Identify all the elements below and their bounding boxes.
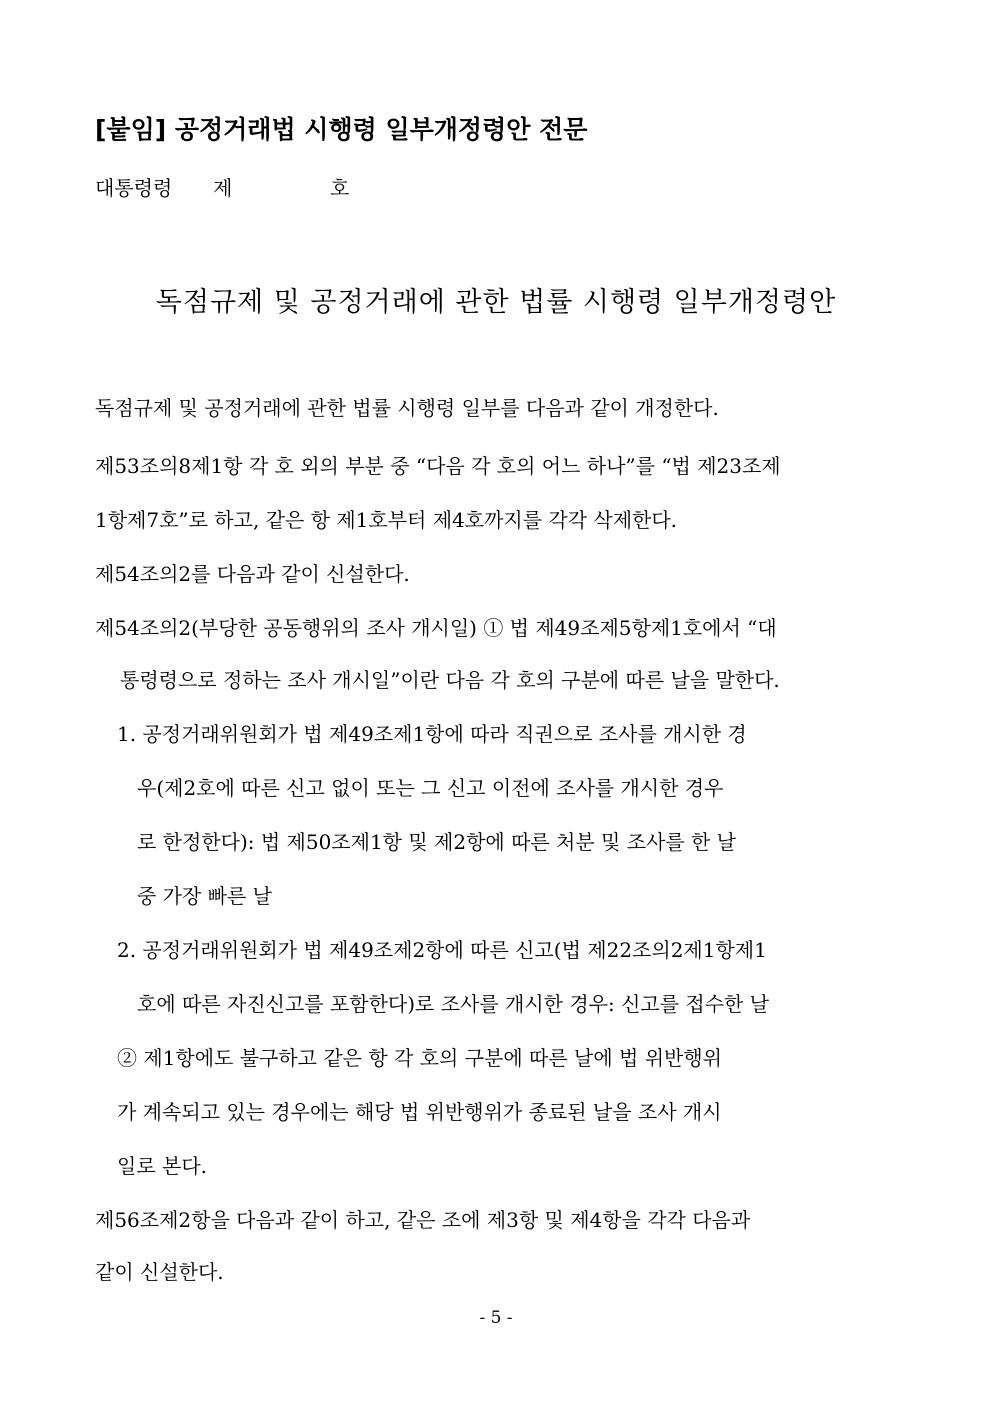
- text-line: 통령령으로 정하는 조사 개시일”이란 다음 각 호의 구분에 따른 날을 말한다.: [120, 668, 780, 692]
- text-line: 중 가장 빠른 날: [137, 884, 272, 908]
- text-line: 같이 신설한다.: [95, 1260, 224, 1284]
- text-line: 가 계속되고 있는 경우에는 해당 법 위반행위가 종료된 날을 조사 개시: [117, 1100, 722, 1124]
- text-line: 제53조의8제1항 각 호 외의 부분 중 “다음 각 호의 어느 하나”를 “법 제23조제: [95, 454, 781, 478]
- document-title: 독점규제 및 공정거래에 관한 법률 시행령 일부개정령안: [155, 287, 837, 318]
- decree-number-line: [95, 172, 349, 201]
- text-line: 우(제2호에 따른 신고 없이 또는 그 신고 이전에 조사를 개시한 경우: [137, 776, 724, 800]
- page-number: - 5 -: [479, 1308, 513, 1328]
- text-line: 제56조제2항을 다음과 같이 하고, 같은 조에 제3항 및 제4항을 각각 다음과: [95, 1208, 751, 1232]
- text-line: 일로 본다.: [117, 1154, 207, 1178]
- attachment-heading: [붙임] 공정거래법 시행령 일부개정령안 전문: [95, 115, 588, 144]
- decree-label: 대통령령: [95, 176, 173, 200]
- text-line: 제54조의2(부당한 공동행위의 조사 개시일) ① 법 제49조제5항제1호에서 “대: [95, 616, 777, 640]
- text-line: 로 한정한다): 법 제50조제1항 및 제2항에 따른 처분 및 조사를 한 날: [137, 830, 737, 854]
- text-line: 독점규제 및 공정거래에 관한 법률 시행령 일부를 다음과 같이 개정한다.: [95, 396, 719, 420]
- text-line: 1. 공정거래위원회가 법 제49조제1항에 따라 직권으로 조사를 개시한 경: [117, 722, 747, 746]
- text-line: 2. 공정거래위원회가 법 제49조제2항에 따른 신고(법 제22조의2제1항제1: [117, 938, 767, 962]
- text-line: ② 제1항에도 불구하고 같은 항 각 호의 구분에 따른 날에 법 위반행위: [117, 1046, 722, 1070]
- text-line: 제54조의2를 다음과 같이 신설한다.: [95, 562, 410, 586]
- text-line: 호에 따른 자진신고를 포함한다)로 조사를 개시한 경우: 신고를 접수한 날: [137, 992, 770, 1016]
- text-line: 1항제7호”로 하고, 같은 항 제1호부터 제4호까지를 각각 삭제한다.: [95, 508, 678, 532]
- decree-je: 제: [213, 176, 233, 200]
- decree-ho: 호: [330, 176, 350, 200]
